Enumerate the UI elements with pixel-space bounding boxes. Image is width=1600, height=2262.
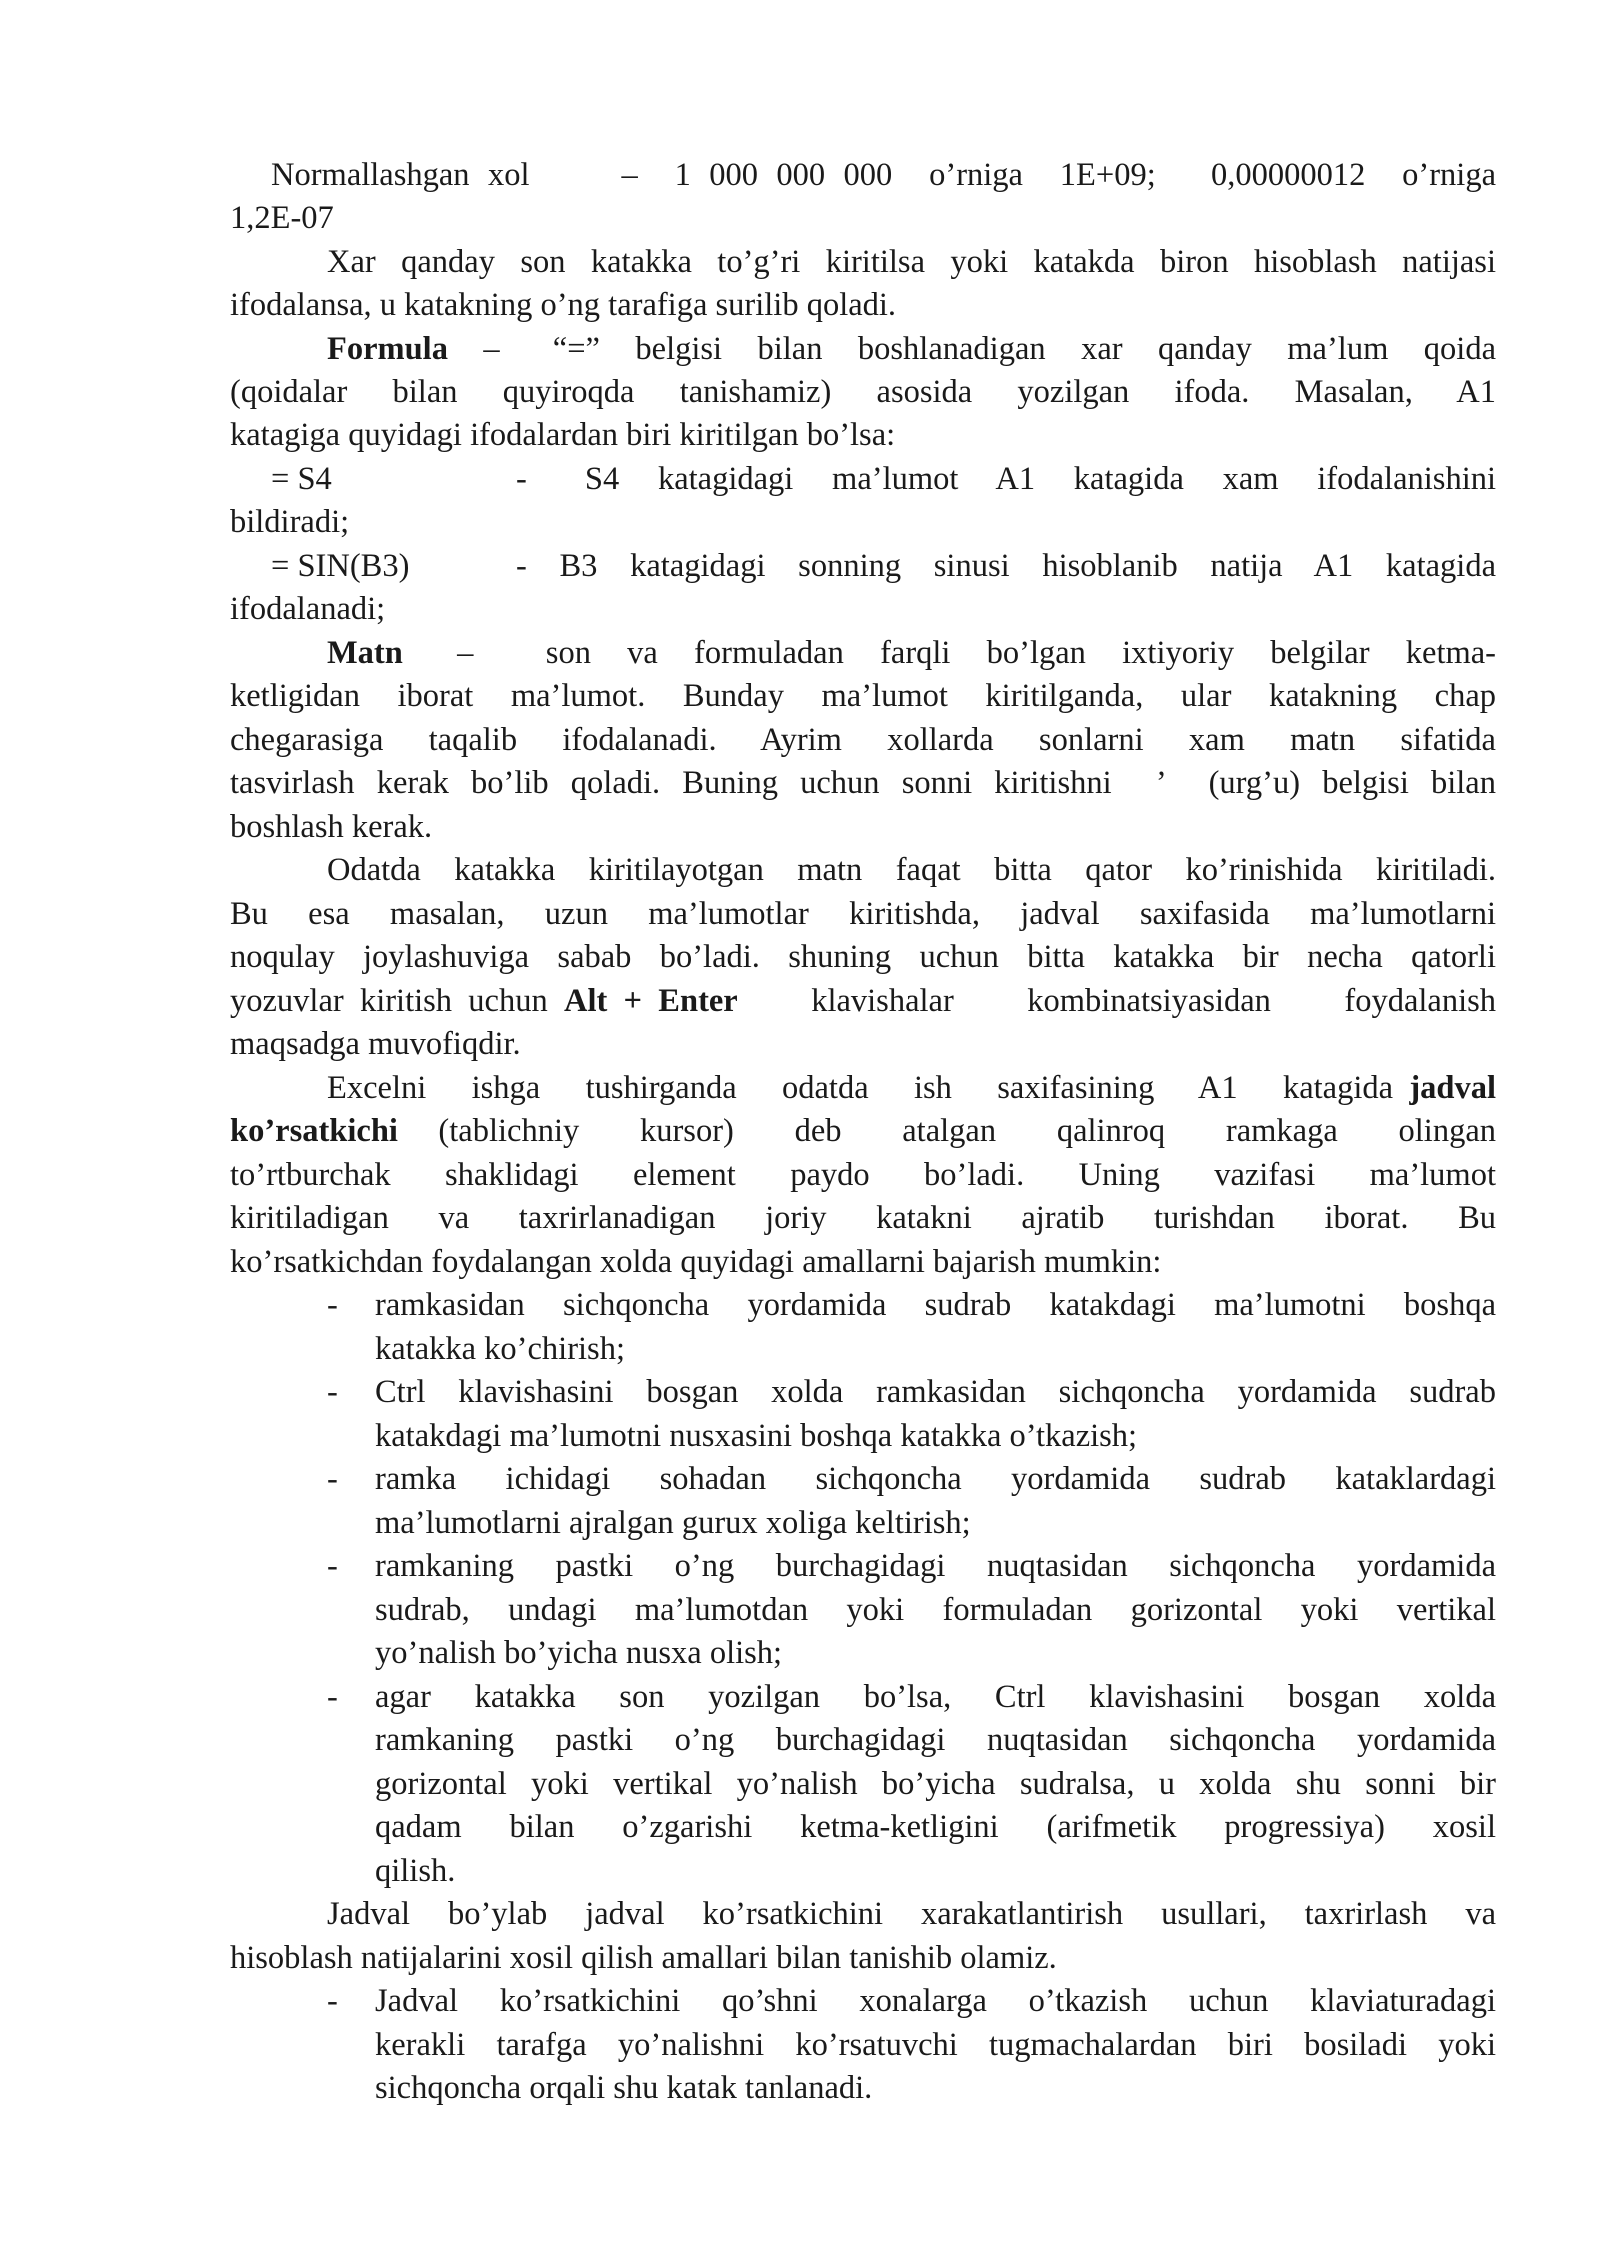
paragraph-3-line-1	[327, 328, 1496, 371]
list-1-item-2-dash: -	[327, 1374, 338, 1410]
paragraph-4-line-5: boshlash kerak.	[230, 809, 433, 845]
paragraph-5-line-4-post: klavishalar kombinatsiyasidan foydalanish	[737, 983, 1496, 1019]
example-1-description: - S4 katagidagi ma’lumot A1 katagida xam ifodalanishini	[516, 461, 1496, 497]
paragraph-3-line-2: (qoidalar bilan quyiroqda tanishamiz) asosida yozilgan ifoda. Masalan, A1	[230, 374, 1496, 410]
paragraph-7-line-1: Jadval bo’ylab jadval ko’rsatkichini xarakatlantirish usullari, taxrirlash va	[327, 1896, 1496, 1932]
paragraph-4-line-4: tasvirlash kerak bo’lib qoladi. Buning uchun sonni kiritishni ’ (urg’u) belgisi bilan	[230, 765, 1496, 801]
term-matn: Matn	[327, 635, 403, 671]
paragraph-4-line-1	[327, 632, 1496, 675]
list-1-item-3-line-2: ma’lumotlarni ajralgan gurux xoliga keltirish;	[375, 1505, 971, 1541]
list-1-item-5-line-2: ramkaning pastki o’ng burchagidagi nuqtasidan sichqoncha yordamida	[375, 1722, 1496, 1758]
list-1-item-4-dash: -	[327, 1548, 338, 1584]
paragraph-6-line-2	[230, 1110, 1496, 1153]
term-formula: Formula	[327, 331, 448, 367]
paragraph-2-line-1: Xar qanday son katakka to’g’ri kiritilsa yoki katakda biron hisoblash natijasi	[327, 244, 1496, 280]
list-1-item-3-dash: -	[327, 1461, 338, 1497]
paragraph-4-line-2: ketligidan iborat ma’lumot. Bunday ma’lumot kiritilganda, ular katakning chap	[230, 678, 1496, 714]
example-2-description: - B3 katagidagi sonning sinusi hisoblanib natija A1 katagida	[516, 548, 1496, 584]
paragraph-1-line-1: Normallashgan xol – 1 000 000 000 o’rniga 1E+09; 0,00000012 o’rniga	[271, 157, 1496, 193]
paragraph-2-line-2: ifodalansa, u katakning o’ng tarafiga surilib qoladi.	[230, 287, 897, 323]
paragraph-6-line-4: kiritiladigan va taxrirlanadigan joriy katakni ajratib turishdan iborat. Bu	[230, 1200, 1496, 1236]
list-2-item-1-line-1: Jadval ko’rsatkichini qo’shni xonalarga o’tkazish uchun klaviaturadagi	[375, 1983, 1496, 2019]
paragraph-6-line-1-pre: Excelni ishga tushirganda odatda ish saxifasining A1 katagida	[327, 1070, 1410, 1106]
paragraph-5-line-2: Bu esa masalan, uzun ma’lumotlar kiritishda, jadval saxifasida ma’lumotlarni	[230, 896, 1496, 932]
list-2-item-1-dash: -	[327, 1983, 338, 2019]
paragraph-3-line-3: katagiga quyidagi ifodalardan biri kiritilgan bo’lsa:	[230, 417, 896, 453]
list-1-item-2-line-2: katakdagi ma’lumotni nusxasini boshqa katakka o’tkazish;	[375, 1418, 1138, 1454]
paragraph-4-line-1-rest: – son va formuladan farqli bo’lgan ixtiyoriy belgilar ketma-	[402, 635, 1496, 671]
paragraph-5-line-1: Odatda katakka kiritilayotgan matn faqat bitta qator ko’rinishida kiritiladi.	[327, 852, 1496, 888]
example-2-formula: = SIN(B3)	[271, 548, 410, 584]
paragraph-3-line-1-rest: – “=” belgisi bilan boshlanadigan xar qanday ma’lum qoida	[447, 331, 1496, 367]
list-1-item-1-dash: -	[327, 1287, 338, 1323]
list-1-item-5-line-5: qilish.	[375, 1853, 456, 1889]
paragraph-4-line-3: chegarasiga taqalib ifodalanadi. Ayrim xollarda sonlarni xam matn sifatida	[230, 722, 1496, 758]
list-1-item-4-line-2: sudrab, undagi ma’lumotdan yoki formuladan gorizontal yoki vertikal	[375, 1592, 1496, 1628]
list-2-item-1-line-3: sichqoncha orqali shu katak tanlanadi.	[375, 2070, 873, 2106]
list-1-item-5-line-4: qadam bilan o’zgarishi ketma-ketligini (arifmetik progressiya) xosil	[375, 1809, 1496, 1845]
term-jadval: jadval	[1409, 1070, 1496, 1106]
paragraph-6-line-5: ko’rsatkichdan foydalangan xolda quyidagi amallarni bajarish mumkin:	[230, 1244, 1162, 1280]
paragraph-5-line-3: noqulay joylashuviga sabab bo’ladi. shuning uchun bitta katakka bir necha qatorli	[230, 939, 1496, 975]
example-1-formula: = S4	[271, 461, 332, 497]
list-1-item-5-line-3: gorizontal yoki vertikal yo’nalish bo’yicha sudralsa, u xolda shu sonni bir	[375, 1766, 1496, 1802]
list-2-item-1-line-2: kerakli tarafga yo’nalishni ko’rsatuvchi tugmachalardan biri bosiladi yoki	[375, 2027, 1496, 2063]
paragraph-6-line-1	[327, 1067, 1496, 1110]
list-1-item-3-line-1: ramka ichidagi sohadan sichqoncha yordamida sudrab kataklardagi	[375, 1461, 1496, 1497]
list-1-item-4-line-3: yo’nalish bo’yicha nusxa olish;	[375, 1635, 783, 1671]
paragraph-6-line-2-post: (tablichniy kursor) deb atalgan qalinroq ramkaga olingan	[397, 1113, 1496, 1149]
paragraph-6-line-3: to’rtburchak shaklidagi element paydo bo’ladi. Uning vazifasi ma’lumot	[230, 1157, 1496, 1193]
paragraph-5-line-4	[230, 980, 1496, 1023]
shortcut-alt-enter: Alt + Enter	[563, 983, 738, 1019]
list-1-item-1-line-2: katakka ko’chirish;	[375, 1331, 625, 1367]
term-korsatkichi: ko’rsatkichi	[230, 1113, 398, 1149]
list-1-item-1-line-1: ramkasidan sichqoncha yordamida sudrab katakdagi ma’lumotni boshqa	[375, 1287, 1496, 1323]
paragraph-7-line-2: hisoblash natijalarini xosil qilish amallari bilan tanishib olamiz.	[230, 1940, 1057, 1976]
list-1-item-5-line-1: agar katakka son yozilgan bo’lsa, Ctrl klavishasini bosgan xolda	[375, 1679, 1496, 1715]
list-1-item-5-dash: -	[327, 1679, 338, 1715]
paragraph-1-line-2: 1,2E-07	[230, 200, 334, 236]
example-1-continuation: bildiradi;	[230, 504, 350, 540]
list-1-item-2-line-1: Ctrl klavishasini bosgan xolda ramkasidan sichqoncha yordamida sudrab	[375, 1374, 1496, 1410]
paragraph-5-line-4-pre: yozuvlar kiritish uchun	[230, 983, 564, 1019]
list-1-item-4-line-1: ramkaning pastki o’ng burchagidagi nuqtasidan sichqoncha yordamida	[375, 1548, 1496, 1584]
example-2-continuation: ifodalanadi;	[230, 591, 386, 627]
paragraph-5-line-5: maqsadga muvofiqdir.	[230, 1026, 521, 1062]
